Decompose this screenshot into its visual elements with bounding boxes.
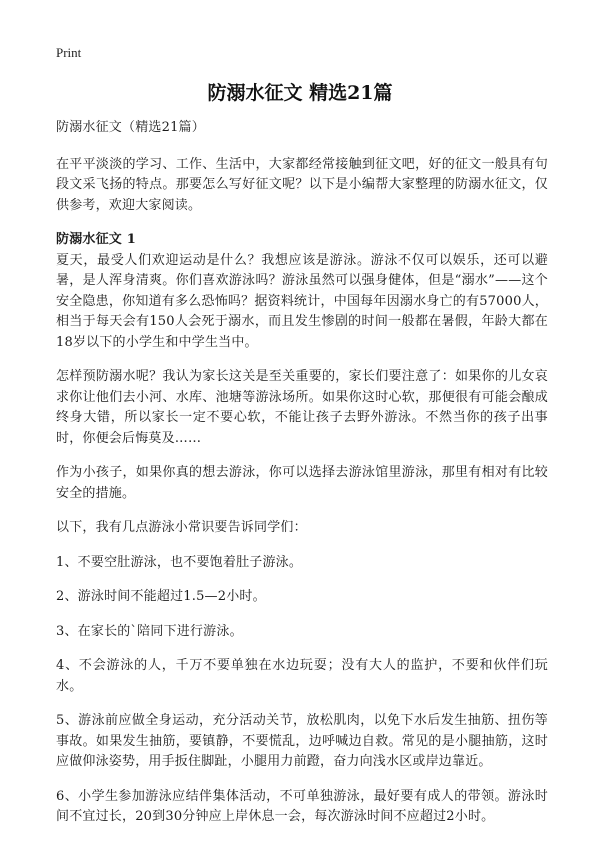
body-paragraph: 以下，我有几点游泳小常识要告诉同学们： xyxy=(56,520,307,535)
tip-item: 3、在家长的`陪同下进行游泳。 xyxy=(56,623,243,639)
section-heading: 防溺水征文 1 xyxy=(56,232,136,247)
article-subtitle: 防溺水征文（精选21篇） xyxy=(56,120,205,135)
body-paragraph: 作为小孩子，如果你真的想去游泳，你可以选择去游泳馆里游泳，那里有相对有比较安全的措施。 xyxy=(56,465,548,501)
body-paragraph: 夏天，最受人们欢迎运动是什么？我想应该是游泳。游泳不仅可以娱乐，还可以避暑，是人浑身清爽。你们喜欢游泳吗？游泳虽然可以强身健体，但是“溺水”——这个安全隐患，你知道有多么恐怖吗？据资料统计，中国每年因溺水身亡的有57000人，相当于每天会有150人会死于溺水，而且发生惨剧的时间一般都在暑假，年龄大都在18岁以下的小学生和中学生当中。 xyxy=(56,252,548,350)
tip-item: 4、不会游泳的人，千万不要单独在水边玩耍；没有大人的监护，不要和伙伴们玩水。 xyxy=(56,658,548,694)
tip-item: 5、游泳前应做全身运动，充分活动关节，放松肌肉，以免下水后发生抽筋、扭伤等事故。如果发生抽筋，要镇静，不要慌乱，边呼喊边自救。常见的是小腿抽筋，这时应做仰泳姿势，用手扳住脚趾，小腿用力前蹬，奋力向浅水区或岸边靠近。 xyxy=(56,713,548,769)
intro-paragraph: 在平平淡淡的学习、工作、生活中，大家都经常接触到征文吧，好的征文一般具有句段文采飞扬的特点。那要怎么写好征文呢？以下是小编帮大家整理的防溺水征文，仅供参考，欢迎大家阅读。 xyxy=(56,156,548,213)
tip-item: 1、不要空肚游泳，也不要饱着肚子游泳。 xyxy=(56,554,303,570)
page-title: 防溺水征文 精选21篇 xyxy=(207,82,393,104)
body-paragraph: 怎样预防溺水呢？我认为家长这关是至关重要的，家长们要注意了：如果你的儿女哀求你让他们去小河、水库、池塘等游泳场所。如果你这时心软，那便很有可能会酿成终身大错，所以家长一定不要心软，不能让孩子去野外游泳。不然当你的孩子出事时，你便会后悔莫及…… xyxy=(56,369,548,446)
tip-item: 2、游泳时间不能超过1.5—2小时。 xyxy=(56,589,266,604)
article-body xyxy=(56,118,548,842)
print-link[interactable]: Print xyxy=(56,45,82,60)
tip-item: 6、小学生参加游泳应结伴集体活动，不可单独游泳，最好要有成人的带领。游泳时间不宜过长，20到30分钟应上岸休息一会，每次游泳时间不应超过2小时。 xyxy=(56,788,548,824)
